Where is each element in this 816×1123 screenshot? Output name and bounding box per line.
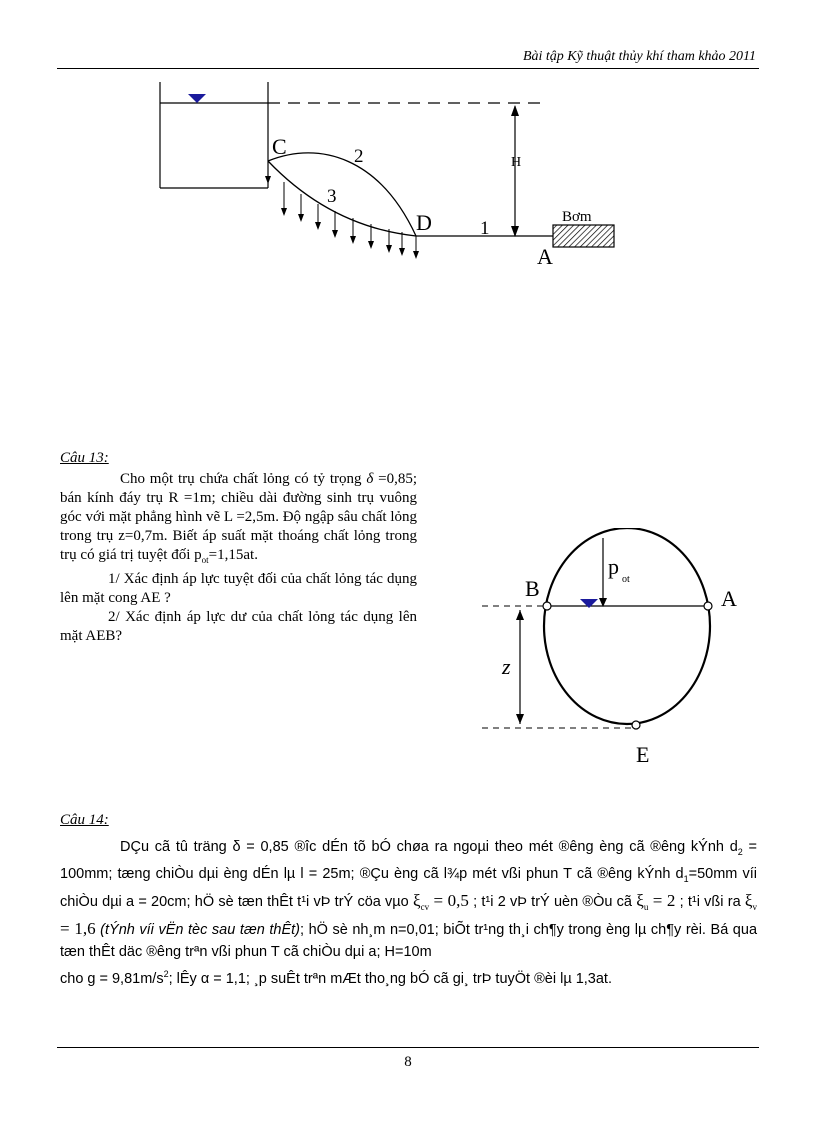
arrow-c-icon: [265, 176, 271, 184]
z-arrow-up-icon: [516, 610, 524, 620]
point-a-node: [704, 602, 712, 610]
q14-title: Câu 14:: [60, 812, 109, 828]
label-z: z: [502, 654, 511, 679]
label-d: D: [416, 210, 432, 235]
page-header-title: Bài tập Kỹ thuật thủy khí tham khảo 2011: [522, 49, 756, 64]
figure-cylinder: [470, 528, 770, 773]
label-e: E: [636, 742, 650, 767]
label-a: A: [537, 244, 553, 269]
label-pump: Bơm: [562, 209, 592, 225]
label-a: A: [721, 586, 737, 611]
point-e-node: [632, 721, 640, 729]
footer-divider: [57, 1047, 759, 1048]
z-arrow-down-icon: [516, 714, 524, 724]
q13-item-2: 2/ Xác định áp lực dư của chất lỏng tác dụng lên mặt AEB?: [60, 609, 417, 644]
label-p: p: [608, 554, 619, 579]
page-number: 8: [404, 1054, 412, 1070]
q13-item-1: 1/ Xác định áp lực tuyệt đối của chất lỏng tác dụng lên mặt cong AE ?: [60, 571, 417, 606]
q13-title: Câu 13:: [60, 450, 109, 466]
point-b-node: [543, 602, 551, 610]
label-h: H: [511, 155, 522, 170]
q14-constants: cho $g = 9,81m/s^2$; lÊy α = 1,1; ¸p suÊt trªn mÆt tho¸ng bÓ cã gi¸ trÞ tuyÖt ®èi lµ 1,3at.: [60, 968, 612, 987]
cylinder-circle: [544, 528, 710, 724]
water-level-triangle-icon: [188, 94, 206, 103]
header-divider: [57, 68, 759, 69]
figure-tank-pump: [140, 70, 640, 270]
curve-2: [268, 153, 416, 236]
label-c: C: [272, 134, 287, 159]
arrow-up-icon: [511, 105, 519, 116]
q14-body: [60, 836, 757, 990]
pressure-arrows: [281, 182, 419, 259]
label-1: 1: [480, 218, 490, 239]
label-b: B: [525, 576, 540, 601]
q13-body: [60, 470, 417, 646]
label-p-subscript: ot: [622, 574, 630, 585]
water-level-triangle-icon: [580, 599, 598, 608]
label-3: 3: [327, 186, 337, 207]
label-2: 2: [354, 146, 364, 167]
q14-statement: DÇu cã tû träng δ = 0,85 ®îc dÉn tõ bÓ chøa ra ngoµi theo mét ®êng èng cã ®êng kÝnh $d_2 = 100mm$; tæng chiÒu dµi èng dÉn lµ l = 25m; ®Çu èng cã l¾p mét vßi phun T cã ®êng kÝnh $d_1=50mm$ víi chiÒu dµi a = 20cm; hÖ sè tæn thÊt t¹i vÞ trÝ cöa vµo $\xi_{cv} = 0,5$ ; t¹i 2 vÞ trÝ uèn ®Òu cã $\xi_u = 2$ ; t¹i vßi ra $\xi_v = 1,6$ (tÝnh víi vËn tèc sau tæn thÊt); hÖ sè nh¸m n=0,01; biÕt tr¹ng th¸i ch¶y trong èng lµ ch¶y rèi. Bá qua tæn thÊt däc ®êng trªn vßi phun T cã chiÒu dµi a; H=10m: [60, 839, 758, 960]
q13-statement: Cho một trụ chứa chất lỏng có tỷ trọng δ =0,85; bán kính đáy trụ R =1m; chiều dài đường sinh trụ vuông góc với mặt phẳng hình vẽ L =2,5m. Độ ngập sâu chất lỏng trong trụ z=0,7m. Biết áp suất mặt thoáng chất lỏng trong trụ có giá trị tuyệt đối $p_{ot}=1,15at$.: [60, 471, 417, 565]
arrow-down-icon: [511, 226, 519, 237]
pump-box: [553, 225, 614, 247]
